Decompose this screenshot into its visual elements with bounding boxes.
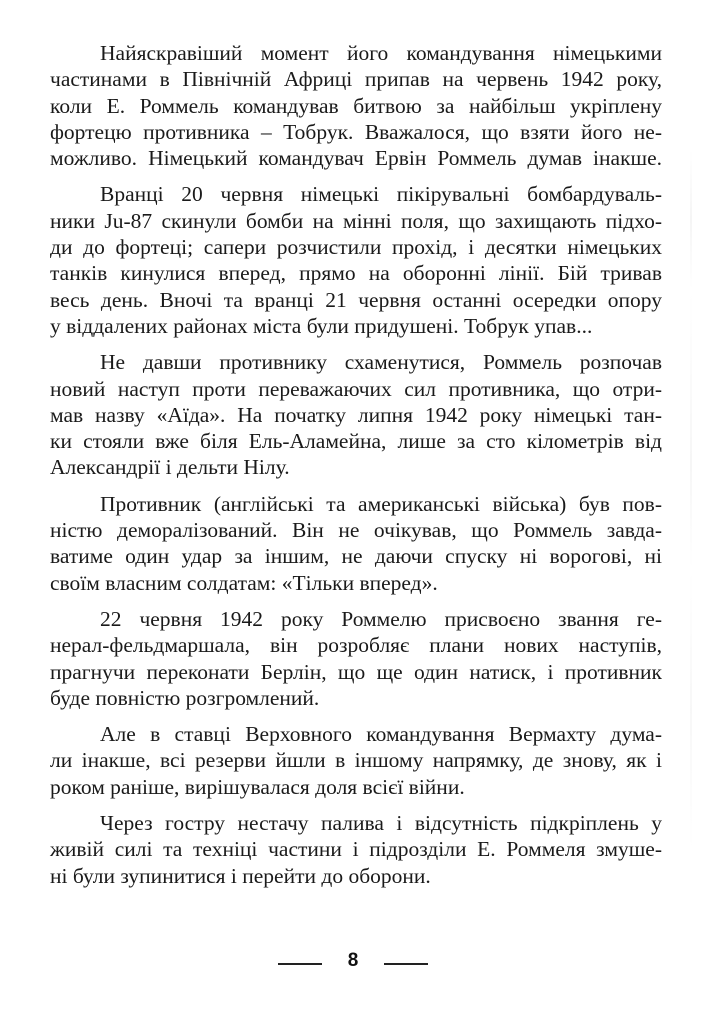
text-line: Александрії і дельти Нілу. xyxy=(50,455,290,480)
text-line: танків кинулися вперед, прямо на оборонні лінії. Бій тривав xyxy=(50,261,662,286)
text-line: частинами в Північній Африці припав на червень 1942 року, xyxy=(50,67,662,92)
scan-edge-artifact xyxy=(690,150,692,850)
text-line: Противник (англійські та американські війська) був пов- xyxy=(100,491,662,516)
text-line: роком раніше, вирішувалася доля всієї війни. xyxy=(50,774,465,799)
paragraph-4 xyxy=(50,491,662,596)
text-line: ники Ju-87 скинули бомби на мінні поля, що захищають підхо- xyxy=(50,208,662,233)
paragraph-5 xyxy=(50,606,662,711)
footer-rule-right xyxy=(384,963,428,965)
text-line: Не давши противнику схаменутися, Роммель розпочав xyxy=(100,350,662,375)
text-line: ні були зупинитися і перейти до оборони. xyxy=(50,863,431,888)
paragraph-7 xyxy=(50,810,662,889)
paragraph-2 xyxy=(50,181,662,339)
text-line: Найяскравіший момент його командування німецькими xyxy=(100,41,662,65)
text-line: 22 червня 1942 року Роммелю присвоєно звання ге- xyxy=(100,606,662,631)
paragraph-6 xyxy=(50,721,662,800)
text-line: коли Е. Роммель командував битвою за найбільш укріплену xyxy=(50,93,662,118)
page-number: 8 xyxy=(347,950,359,971)
text-line: буде повністю розгромлений. xyxy=(50,685,320,710)
text-line: живій силі та техніці частини і підрозділи Е. Роммеля змуше- xyxy=(50,837,662,862)
text-line: Через гостру нестачу палива і відсутність підкріплень у xyxy=(100,811,662,836)
text-line: нерал-фельдмаршала, він розробляє плани нових наступів, xyxy=(50,633,662,658)
text-line: Вранці 20 червня німецькі пікірувальні бомбардуваль- xyxy=(100,182,662,207)
text-line: прагнучи переконати Берлін, що ще один натиск, і противник xyxy=(50,659,662,684)
text-line: у віддалених районах міста були придушені. Тобрук упав... xyxy=(50,313,593,338)
text-line: ли інакше, всі резерви йшли в іншому напрямку, де знову, як і xyxy=(50,748,662,773)
text-line: мав назву «Аїда». На початку липня 1942 року німецькі тан- xyxy=(50,402,662,427)
paragraph-1 xyxy=(50,40,662,171)
text-line: ки стояли вже біля Ель-Аламейна, лише за сто кілометрів від xyxy=(50,429,662,454)
text-line: ди до фортеці; сапери розчистили прохід, і десятки німецьких xyxy=(50,235,662,260)
text-line: ватиме один удар за іншим, не даючи спуску ні ворогові, ні xyxy=(50,544,662,569)
text-line: Але в ставці Верховного командування Вермахту дума- xyxy=(100,722,662,747)
text-line: фортецю противника – Тобрук. Вважалося, що взяти його не- xyxy=(50,119,662,144)
footer-rule-left xyxy=(278,963,322,965)
page-body xyxy=(50,40,662,899)
page-footer xyxy=(0,950,706,972)
text-line: весь день. Вночі та вранці 21 червня останні осередки опору xyxy=(50,287,662,312)
text-line: своїм власним солдатам: «Тільки вперед». xyxy=(50,570,438,595)
text-line: ністю деморалізований. Він не очікував, що Роммель завда- xyxy=(50,518,662,543)
text-line: можливо. Німецький командувач Ервін Роммель думав інакше. xyxy=(50,146,662,171)
paragraph-3 xyxy=(50,349,662,480)
text-line: новий наступ проти переважаючих сил противника, що отри- xyxy=(50,376,662,401)
